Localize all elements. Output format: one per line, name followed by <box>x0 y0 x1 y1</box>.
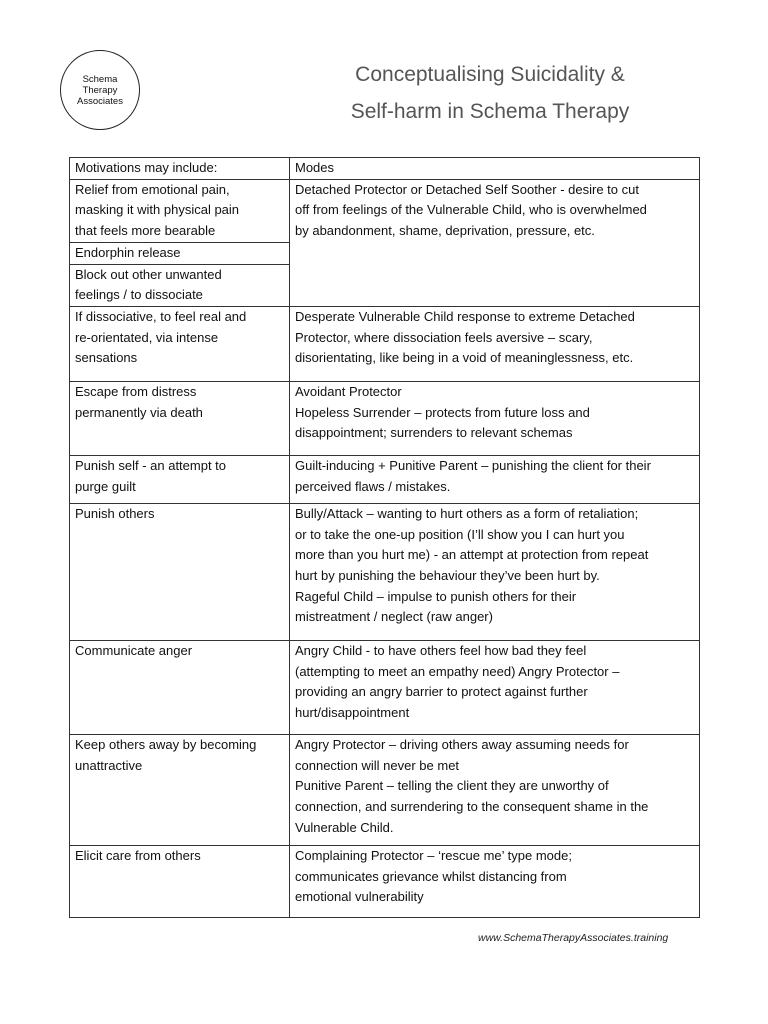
motivation-cell <box>70 381 290 455</box>
cell-line: mistreatment / neglect (raw anger) <box>295 609 493 625</box>
cell-line: emotional vulnerability <box>295 889 424 905</box>
cell-line: Angry Protector – driving others away assuming needs for <box>295 736 629 752</box>
motivation-cell <box>70 503 290 640</box>
table-row <box>70 306 700 381</box>
cell-line: Hopeless Surrender – protects from future loss and <box>295 404 590 420</box>
cell-line: Desperate Vulnerable Child response to extreme Detached <box>295 308 635 324</box>
title-line-1: Conceptualising Suicidality & <box>355 63 625 86</box>
cell-line: Detached Protector or Detached Self Soother - desire to cut <box>295 181 639 197</box>
motivation-cell <box>70 242 290 264</box>
cell-line: Keep others away by becoming <box>75 736 257 752</box>
cell-line: Protector, where dissociation feels aversive – scary, <box>295 329 593 345</box>
cell-line: purge guilt <box>75 478 136 494</box>
motivation-cell <box>70 455 290 503</box>
modes-cell <box>290 179 700 306</box>
modes-cell <box>290 734 700 845</box>
cell-line: hurt by punishing the behaviour they’ve been hurt by. <box>295 568 600 584</box>
cell-line: Punish others <box>75 505 155 521</box>
cell-line: Rageful Child – impulse to punish others for their <box>295 588 577 604</box>
modes-cell <box>290 640 700 734</box>
cell-line: Relief from emotional pain, <box>75 181 230 197</box>
cell-line: Escape from distress <box>75 383 197 399</box>
motivation-cell <box>70 734 290 845</box>
cell-line: more than you hurt me) - an attempt at protection from repeat <box>295 547 649 563</box>
cell-line: Endorphin release <box>75 244 181 260</box>
footer-website: www.SchemaTherapyAssociates.training <box>478 932 669 944</box>
cell-line: Block out other unwanted <box>75 266 222 282</box>
logo-line: Schema <box>82 73 118 85</box>
logo-line: Associates <box>77 95 123 107</box>
cell-line: disorientating, like being in a void of meaninglessness, etc. <box>295 350 634 366</box>
cell-line: Elicit care from others <box>75 847 201 863</box>
cell-line: Avoidant Protector <box>295 383 402 399</box>
cell-line: feelings / to dissociate <box>75 287 203 303</box>
table-row <box>70 179 700 242</box>
motivation-cell <box>70 845 290 917</box>
modes-cell <box>290 503 700 640</box>
modes-cell <box>290 455 700 503</box>
cell-line: off from feelings of the Vulnerable Child, who is overwhelmed <box>295 202 647 218</box>
modes-cell <box>290 381 700 455</box>
modes-cell <box>290 306 700 381</box>
cell-line: by abandonment, shame, deprivation, pressure, etc. <box>295 223 595 239</box>
motivations-modes-table <box>69 157 700 918</box>
cell-line: Punitive Parent – telling the client they are unworthy of <box>295 778 609 794</box>
table-row <box>70 381 700 455</box>
table-row <box>70 503 700 640</box>
cell-line: masking it with physical pain <box>75 202 240 218</box>
table-row <box>70 455 700 503</box>
cell-line: If dissociative, to feel real and <box>75 308 247 324</box>
cell-line: Bully/Attack – wanting to hurt others as a form of retaliation; <box>295 505 639 521</box>
motivation-cell <box>70 264 290 306</box>
cell-line: connection, and surrendering to the consequent shame in the <box>295 799 649 815</box>
cell-line: hurt/disappointment <box>295 705 410 721</box>
table-header-row <box>70 158 700 180</box>
header-modes: Modes <box>290 158 700 180</box>
cell-line: communicates grievance whilst distancing from <box>295 868 567 884</box>
logo <box>60 50 140 130</box>
table-row <box>70 640 700 734</box>
cell-line: re-orientated, via intense <box>75 329 219 345</box>
table-row <box>70 845 700 917</box>
modes-cell <box>290 845 700 917</box>
cell-line: Angry Child - to have others feel how bad they feel <box>295 642 587 658</box>
cell-line: permanently via death <box>75 404 203 420</box>
table-row <box>70 734 700 845</box>
page-title <box>290 56 690 130</box>
cell-line: connection will never be met <box>295 757 460 773</box>
cell-line: providing an angry barrier to protect against further <box>295 684 588 700</box>
title-line-2: Self-harm in Schema Therapy <box>350 100 630 123</box>
motivation-cell <box>70 179 290 242</box>
cell-line: sensations <box>75 350 138 366</box>
cell-line: Communicate anger <box>75 642 193 658</box>
logo-line: Therapy <box>82 84 118 96</box>
cell-line: unattractive <box>75 757 143 773</box>
motivation-cell <box>70 640 290 734</box>
cell-line: perceived flaws / mistakes. <box>295 478 451 494</box>
cell-line: disappointment; surrenders to relevant schemas <box>295 425 573 441</box>
cell-line: Complaining Protector – ‘rescue me’ type mode; <box>295 847 572 863</box>
cell-line: Vulnerable Child. <box>295 819 394 835</box>
cell-line: Guilt-inducing + Punitive Parent – punishing the client for their <box>295 457 651 473</box>
cell-line: (attempting to meet an empathy need) Angry Protector – <box>295 663 620 679</box>
header-motivations: Motivations may include: <box>70 158 290 180</box>
cell-line: or to take the one-up position (I’ll show you I can hurt you <box>295 526 625 542</box>
motivation-cell <box>70 306 290 381</box>
cell-line: Punish self - an attempt to <box>75 457 227 473</box>
cell-line: that feels more bearable <box>75 223 216 239</box>
